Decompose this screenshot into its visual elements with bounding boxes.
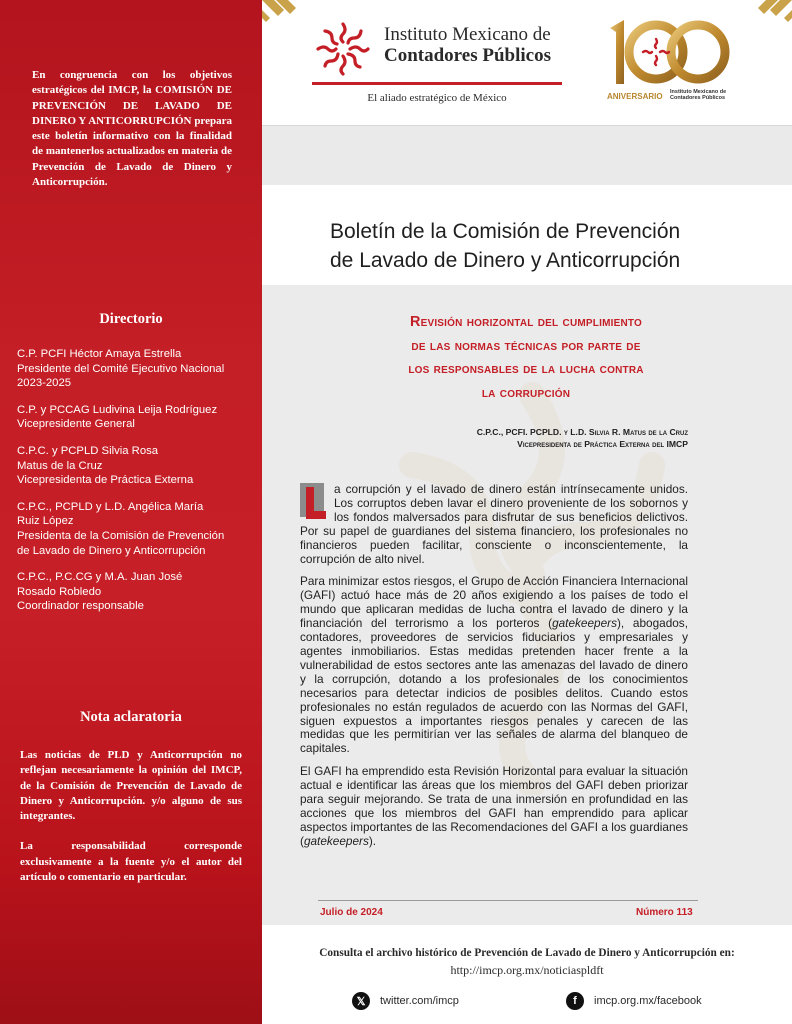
- author-role: Vicepresidenta de Práctica Externa del IMCP: [517, 438, 688, 449]
- directorio-line: 2023-2025: [17, 377, 72, 390]
- institute-name-line2: Contadores Públicos: [384, 45, 551, 66]
- gold-corner-ornament-icon: [262, 0, 302, 24]
- twitter-link[interactable]: [352, 991, 459, 1011]
- tagline: El aliado estratégico de México: [367, 92, 507, 104]
- article-title-line: los responsables de la lucha contra: [408, 361, 644, 377]
- directorio-line: Vicepresidente General: [17, 418, 135, 431]
- paragraph-text: ).: [368, 833, 377, 848]
- directorio-list: [17, 347, 253, 626]
- intro-segment: En congruencia con los objetivos estratégicos del IMCP, la: [32, 69, 232, 97]
- institute-name-line1: Instituto Mexicano de: [384, 24, 551, 45]
- directorio-item: [17, 500, 253, 558]
- article-paragraph: [300, 765, 688, 848]
- directorio-line: Ruiz López: [17, 515, 74, 528]
- paragraph-text: Para minimizar estos riesgos, el Grupo de Acción Financiera Internacional (GAFI) actuó hace más de 20 años exigiendo a los países de todo el mundo que aplicaran medidas de lucha contra el lavado de dinero y la financiación del terrorismo a los porteros (: [300, 574, 688, 631]
- directorio-line: C.P.C., PCPLD y L.D. Angélica María: [17, 500, 204, 513]
- anniversary-institute-line: Instituto Mexicano de: [670, 89, 727, 95]
- directorio-item: [17, 444, 253, 488]
- article-footer-divider: [318, 900, 698, 901]
- facebook-icon: f: [566, 992, 584, 1010]
- bulletin-title-line: Boletín de la Comisión de Prevención: [330, 220, 681, 243]
- directorio-line: C.P. PCFI Héctor Amaya Estrella: [17, 348, 182, 360]
- sidebar: [0, 0, 262, 1024]
- bulletin-title: [330, 217, 680, 275]
- article-paragraph: [300, 483, 688, 566]
- dropcap: [300, 483, 330, 521]
- facebook-handle: imcp.org.mx/facebook: [594, 995, 702, 1007]
- anniversary-100-icon: [606, 14, 730, 90]
- directorio-item: [17, 403, 253, 432]
- issue-date: Julio de 2024: [320, 907, 383, 918]
- intro-segment-strong: COMISIÓN DE PREVENCIÓN DE LAVADO DE DINERO Y ANTICORRUPCIÓN: [32, 84, 233, 127]
- directorio-line: de Lavado de Dinero y Anticorrupción: [17, 544, 206, 557]
- directorio-line: Vicepresidenta de Práctica Externa: [17, 474, 194, 487]
- paragraph-text: El GAFI ha emprendido esta Revisión Horizontal para evaluar la situación actual e identificar las áreas que los miembros del GAFI deben priorizar para seguir mejorando. Se trata de una inmersión en profundidad en las acciones que los miembros del GAFI han emprendido para aplicar aspectos importantes de las Recomendaciones del GAFI a los guardianes (: [300, 764, 688, 848]
- directorio-line: Coordinador responsable: [17, 600, 144, 613]
- article-title-line: Revisión horizontal del cumplimiento: [410, 314, 642, 330]
- article-title-line: de las normas técnicas por parte de: [411, 337, 641, 354]
- nota-title: Nota aclaratoria: [80, 709, 182, 725]
- paragraph-emphasis: gatekeepers: [303, 833, 369, 848]
- article-title-line: la corrupción: [481, 384, 571, 401]
- directorio-line: C.P.C. y PCPLD Silvia Rosa: [17, 444, 159, 457]
- directorio-line: C.P. y PCCAG Ludivina Leija Rodríguez: [17, 403, 218, 416]
- bulletin-title-band: [262, 185, 792, 285]
- header-divider: [312, 82, 562, 85]
- anniversary-label: ANIVERSARIO: [607, 92, 663, 101]
- gold-corner-ornament-icon: [752, 0, 792, 24]
- anniversary-institute: [670, 89, 726, 101]
- dropcap-shadow-icon: [300, 483, 330, 521]
- header-grey-band: [262, 125, 792, 185]
- bulletin-title-line: de Lavado de Dinero y Anticorrupción: [330, 249, 681, 272]
- paragraph-text: ), abogados, contadores, proveedores de servicios fiduciarios y empresariales y agentes inmobiliarios. Estas medidas pretenden hacer frente a la vulnerabilidad de estos sectores ante las amenazas del lavado de dinero y la corrupción, dotando a los profesionales de los conocimientos necesarios para detectar indicios de posibles delitos. Cuando estos profesionales no están regulados de acuerdo con las Normas del GAFI, siguen expuestos a importantes riesgos penales y carecen de las medidas que les permitirían ver las señales de alarma del blanqueo de capitales.: [300, 616, 688, 756]
- x-icon: 𝕏: [352, 992, 370, 1010]
- directorio-line: Presidenta de la Comisión de Prevención: [17, 529, 225, 542]
- nota-text: [20, 748, 242, 900]
- page-footer: [262, 925, 792, 1024]
- paragraph-text: a corrupción y el lavado de dinero están intrínsecamente unidos. Los corruptos deben lavar el dinero proveniente de los sobornos y los fondos malversados para disfrutar de sus beneficios delictivos. Por su papel de guardianes del sistema financiero, los profesionales no financieros pueden facilitar, consciente o inconscientemente, la corrupción de alto nivel.: [300, 482, 688, 566]
- article: [262, 285, 792, 925]
- dropcap-letter: [300, 483, 301, 484]
- directorio-line: Presidente del Comité Ejecutivo Nacional: [17, 362, 225, 375]
- twitter-handle: twitter.com/imcp: [380, 995, 459, 1007]
- directorio-title: Directorio: [99, 311, 163, 327]
- directorio-line: Rosado Robledo: [17, 585, 102, 598]
- directorio-item: [17, 570, 253, 614]
- intro-segment: prepara este boletín informativo con la finalidad de mantenerlos actualizados en materia de Prevención de Lavado de Dinero y Anticorrupción.: [32, 114, 233, 189]
- directorio-line: C.P.C., P.C.CG y M.A. Juan José: [17, 571, 183, 584]
- directorio-item: [17, 347, 253, 391]
- directorio-line: Matus de la Cruz: [17, 459, 103, 472]
- imcp-logo-icon: [312, 18, 374, 80]
- article-title: [298, 311, 754, 405]
- article-body: [300, 483, 688, 858]
- article-paragraph: [300, 575, 688, 756]
- article-byline: [477, 427, 688, 450]
- intro-text: [32, 68, 232, 190]
- author-name: C.P.C., PCFI. PCPLD. y L.D. Silvia R. Matus de la Cruz: [476, 427, 688, 437]
- nota-paragraph: Las noticias de PLD y Anticorrupción no reflejan necesariamente la opinión del IMCP, de la Comisión de Prevención de Lavado de Dinero y Anticorrupción. y/o alguno de sus integrantes.: [20, 749, 242, 823]
- nota-paragraph: La responsabilidad corresponde exclusivamente a la fuente y/o el autor del artículo o comentario en particular.: [20, 840, 242, 884]
- header: [262, 0, 792, 125]
- archive-link[interactable]: http://imcp.org.mx/noticiaspldft: [450, 963, 604, 977]
- issue-number: Número 113: [636, 907, 693, 918]
- anniversary-institute-line: Contadores Públicos: [670, 95, 726, 101]
- archive-notice: Consulta el archivo histórico de Prevención de Lavado de Dinero y Anticorrupción en:: [319, 947, 735, 959]
- facebook-link[interactable]: [566, 991, 702, 1011]
- paragraph-emphasis: gatekeepers: [552, 616, 617, 631]
